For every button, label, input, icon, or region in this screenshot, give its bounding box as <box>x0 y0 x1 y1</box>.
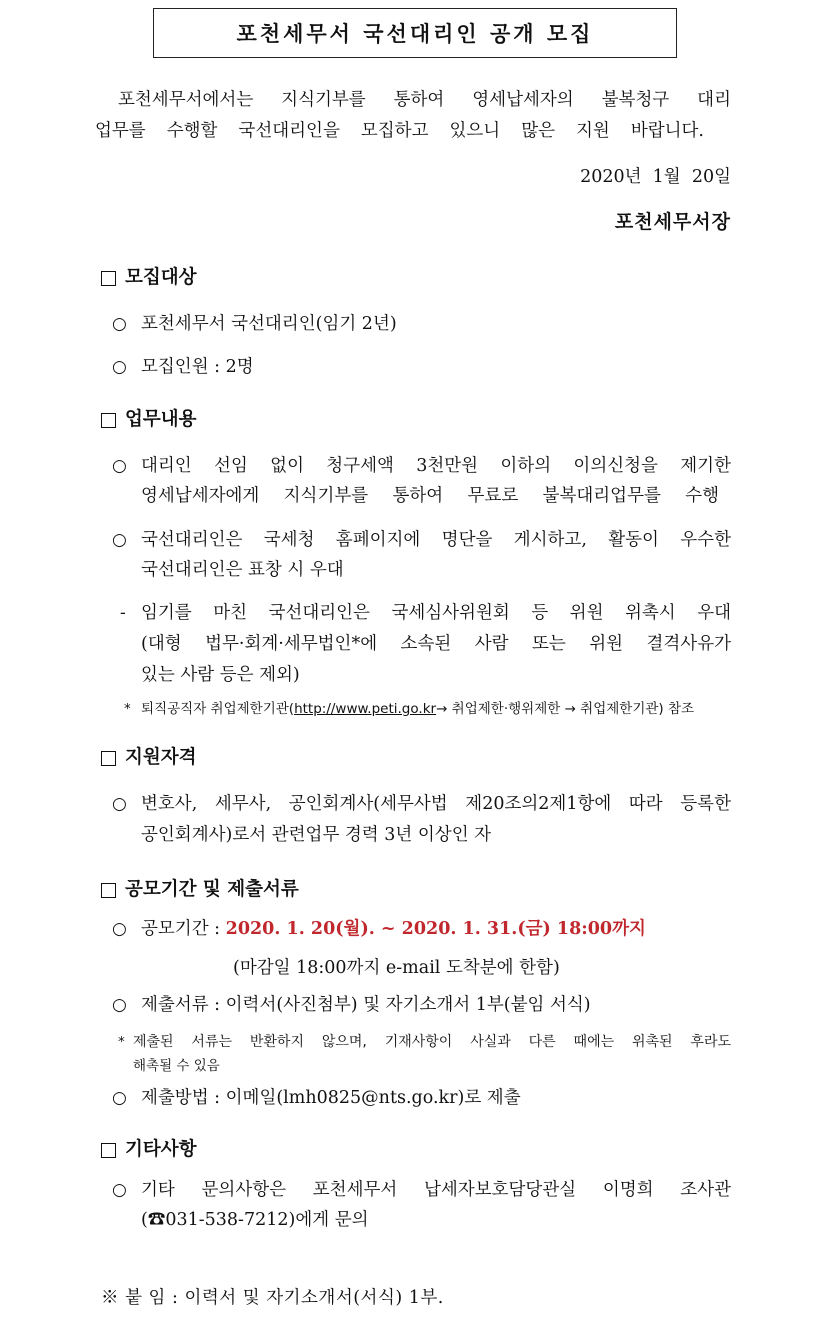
docs-note-line-1: 제출된 서류는 반환하지 않으며, 기재사항이 사실과 다른 때에는 위촉된 후라도 <box>133 1034 731 1050</box>
period-label: 공모기간 : <box>141 919 226 939</box>
peti-link[interactable]: http://www.peti.go.kr <box>294 701 437 717</box>
period-line <box>141 917 646 942</box>
section-heading-label: 공모기간 및 제출서류 <box>125 879 299 900</box>
circle-bullet-icon: ○ <box>112 314 127 334</box>
section-heading-qualification <box>101 745 196 771</box>
recruit-count-item: 모집인원 : 2명 <box>141 357 254 377</box>
section-heading-label: 업무내용 <box>125 409 197 430</box>
circle-bullet-icon: ○ <box>112 995 127 1015</box>
section-heading-recruit-target <box>101 265 196 291</box>
period-note: (마감일 18:00까지 e-mail 도착분에 한함) <box>233 958 560 978</box>
asterisk-icon: * <box>124 701 131 717</box>
circle-bullet-icon: ○ <box>112 530 127 550</box>
docs-note-line-2: 해촉될 수 있음 <box>133 1058 220 1074</box>
dash-bullet-icon: - <box>120 603 126 623</box>
duties-item-1-line-1: 대리인 선임 없이 청구세액 3천만원 이하의 이의신청을 제기한 <box>141 456 731 476</box>
etc-line-1: 기타 문의사항은 포천세무서 납세자보호담당관실 이명희 조사관 <box>141 1180 731 1200</box>
period-value: 2020. 1. 20(월). ~ 2020. 1. 31.(금) 18:00까지 <box>225 919 646 939</box>
qualification-line-2: 공인회계사)로서 관련업무 경력 3년 이상인 자 <box>141 825 492 845</box>
circle-bullet-icon: ○ <box>112 794 127 814</box>
duties-sub-line-1: 임기를 마친 국선대리인은 국세심사위원회 등 위원 위촉시 우대 <box>141 603 731 623</box>
signature: 포천세무서장 <box>614 211 731 233</box>
announcement-date: 2020년 1월 20일 <box>580 167 731 187</box>
submission-method: 제출방법 : 이메일(lmh0825@nts.go.kr)로 제출 <box>141 1088 521 1108</box>
checkbox-icon <box>101 413 116 428</box>
checkbox-icon <box>101 271 116 286</box>
duties-sub-line-3: 있는 사람 등은 제외) <box>141 665 300 685</box>
duties-note <box>124 698 694 720</box>
page-title: 포천세무서 국선대리인 공개 모집 <box>153 8 677 58</box>
circle-bullet-icon: ○ <box>112 357 127 377</box>
duties-sub-line-2: (대형 법무·회계·세무법인*에 소속된 사람 또는 위원 결격사유가 <box>141 634 731 654</box>
circle-bullet-icon: ○ <box>112 919 127 939</box>
circle-bullet-icon: ○ <box>112 1180 127 1200</box>
submission-docs: 제출서류 : 이력서(사진첨부) 및 자기소개서 1부(붙임 서식) <box>141 995 591 1015</box>
section-heading-duties <box>101 407 196 433</box>
intro-line-2: 업무를 수행할 국선대리인을 모집하고 있으니 많은 지원 바랍니다. <box>95 121 704 141</box>
attachment-note: ※ 붙 임 : 이력서 및 자기소개서(서식) 1부. <box>101 1288 444 1308</box>
intro-line-1: 포천세무서에서는 지식기부를 통하여 영세납세자의 불복청구 대리 <box>118 90 731 110</box>
circle-bullet-icon: ○ <box>112 456 127 476</box>
qualification-line-1: 변호사, 세무사, 공인회계사(세무사법 제20조의2제1항에 따라 등록한 <box>141 794 731 814</box>
section-heading-etc <box>101 1137 196 1163</box>
duties-item-1-line-2: 영세납세자에게 지식기부를 통하여 무료로 불복대리업무를 수행 <box>141 486 719 506</box>
circle-bullet-icon: ○ <box>112 1088 127 1108</box>
recruit-target-item: 포천세무서 국선대리인(임기 2년) <box>141 314 397 334</box>
note-prefix: 퇴직공직자 취업제한기관( <box>141 701 295 717</box>
section-heading-label: 모집대상 <box>125 267 197 288</box>
section-heading-label: 기타사항 <box>125 1139 197 1160</box>
asterisk-icon: * <box>118 1034 125 1050</box>
checkbox-icon <box>101 751 116 766</box>
duties-item-2-line-1: 국선대리인은 국세청 홈페이지에 명단을 게시하고, 활동이 우수한 <box>141 530 731 550</box>
section-heading-period <box>101 877 299 903</box>
section-heading-label: 지원자격 <box>125 747 197 768</box>
note-suffix: → 취업제한·행위제한 → 취업제한기관) 참조 <box>436 701 695 717</box>
etc-line-2: (☎031-538-7212)에게 문의 <box>141 1210 369 1230</box>
duties-item-2-line-2: 국선대리인은 표창 시 우대 <box>141 560 344 580</box>
checkbox-icon <box>101 1143 116 1158</box>
checkbox-icon <box>101 883 116 898</box>
